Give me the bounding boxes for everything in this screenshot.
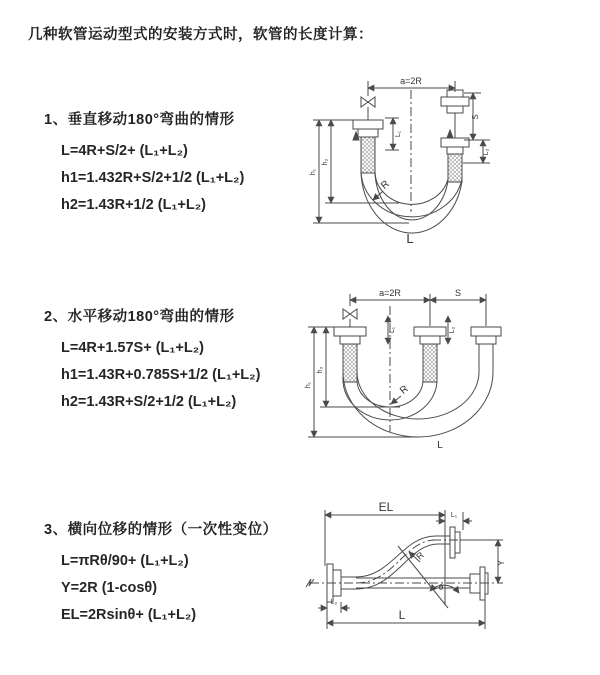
dim-label-h2: h₂ <box>322 158 329 166</box>
dim-label-r: R <box>379 178 392 192</box>
formula-line: h2=1.43R+1/2 (L₁+L₂) <box>61 197 207 213</box>
braided-hose <box>361 137 375 173</box>
dim-label-a2r: a=2R <box>400 76 422 86</box>
dim-label-s: S <box>454 288 462 298</box>
dim-label-l: L <box>398 608 406 622</box>
dim-label-r: R <box>398 383 411 397</box>
dim-label-h2: h₂ <box>317 366 324 374</box>
section-heading: 1、垂直移动180°弯曲的情形 <box>44 112 235 128</box>
dim-label-l2: L₂ <box>330 599 338 606</box>
braided-hose <box>423 344 437 382</box>
dim-label-el: EL <box>378 500 394 514</box>
diagram-lateral-displacement <box>298 490 598 642</box>
dim-label-h1: h₁ <box>310 168 317 176</box>
diagram2-linework <box>308 294 501 437</box>
movement-arrow <box>447 130 453 138</box>
valve-icon <box>343 309 357 319</box>
formula-line: h1=1.432R+S/2+1/2 (L₁+L₂) <box>61 170 245 186</box>
diagram-vertical-180-bend <box>303 60 588 260</box>
dim-label-l1: L₁ <box>450 512 458 519</box>
dim-label-a2r: a=2R <box>379 288 401 298</box>
formula-line: L=πRθ/90+ (L₁+L₂) <box>61 553 189 569</box>
section-lateral-displacement <box>44 518 278 629</box>
formula-line: h1=1.43R+0.785S+1/2 (L₁+L₂) <box>61 367 261 383</box>
section-horizontal-bend <box>44 305 260 416</box>
diagram1-linework <box>313 81 490 233</box>
dim-label-l: L <box>406 231 414 246</box>
dim-label-l1: L₁ <box>395 130 402 138</box>
dim-label-l1: L₁ <box>389 326 396 334</box>
formula-line: L=4R+1.57S+ (L₁+L₂) <box>61 340 204 356</box>
dim-label-r: R <box>414 549 426 562</box>
section-heading: 3、横向位移的情形（一次性变位） <box>44 522 278 538</box>
formula-line: EL=2Rsinθ+ (L₁+L₂) <box>61 607 197 623</box>
braided-hose <box>448 154 462 182</box>
dim-label-l: L <box>437 440 443 451</box>
braided-hose <box>343 344 357 382</box>
valve-icon <box>361 97 375 107</box>
dim-label-l2: L₂ <box>449 326 456 334</box>
dim-label-l2: L₂ <box>483 148 490 156</box>
dim-label-s: S <box>471 114 480 120</box>
formula-line: L=4R+S/2+ (L₁+L₂) <box>61 143 188 159</box>
section-heading: 2、水平移动180°弯曲的情形 <box>44 309 235 325</box>
page-title: 几种软管运动型式的安装方式时，软管的长度计算： <box>28 27 373 43</box>
dim-label-theta: θ <box>438 583 444 592</box>
formula-line: Y=2R (1-cosθ) <box>61 580 158 596</box>
dim-label-y: Y <box>496 559 506 567</box>
diagram-horizontal-180-bend <box>300 282 590 454</box>
formula-line: h2=1.43R+S/2+1/2 (L₁+L₂) <box>61 394 237 410</box>
dim-label-h1: h₁ <box>305 381 312 389</box>
section-vertical-bend <box>44 108 244 219</box>
